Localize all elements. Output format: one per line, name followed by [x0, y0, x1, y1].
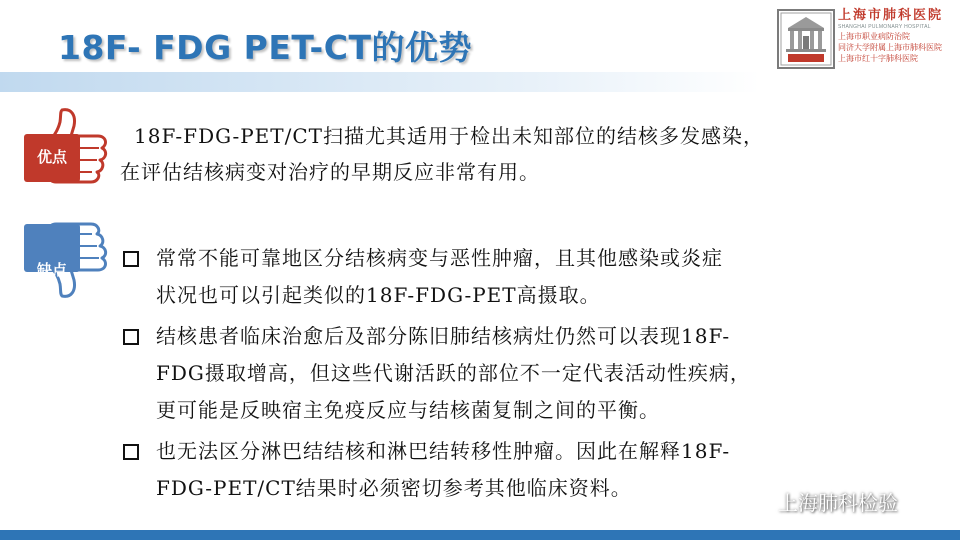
cons-item-2-line-1: 结核患者临床治愈后及部分陈旧肺结核病灶仍然可以表现18F- — [156, 324, 731, 348]
hospital-building-icon — [776, 8, 836, 70]
hospital-logo-text — [838, 9, 956, 66]
title-underline-bar — [0, 72, 760, 92]
hospital-name-cn: 上海市肺科医院 — [838, 8, 944, 23]
cons-item-1 — [120, 240, 900, 314]
cons-list — [120, 240, 900, 511]
hospital-subname-1: 上海市职业病防治院 — [838, 32, 910, 41]
pros-text-line-2: 在评估结核病变对治疗的早期反应非常有用。 — [120, 160, 540, 184]
wechat-icon — [740, 489, 770, 513]
cons-badge-label: 缺点 — [36, 261, 67, 279]
hospital-logo — [776, 8, 956, 74]
watermark — [740, 487, 898, 515]
pros-text — [120, 118, 920, 190]
square-bullet-icon — [123, 251, 139, 267]
pros-text-line-1: 18F-FDG-PET/CT扫描尤其适用于检出未知部位的结核多发感染， — [134, 124, 764, 148]
bottom-bar — [0, 530, 960, 540]
hospital-name-en: SHANGHAI PULMONARY HOSPITAL — [838, 24, 931, 30]
square-bullet-icon — [123, 444, 139, 460]
cons-badge — [14, 220, 110, 300]
cons-item-1-line-1: 常常不能可靠地区分结核病变与恶性肿瘤，且其他感染或炎症 — [156, 246, 723, 270]
cons-item-3-line-1: 也无法区分淋巴结结核和淋巴结转移性肿瘤。因此在解释18F- — [156, 439, 731, 463]
slide-title: 18F- FDG PET-CT的优势 — [58, 28, 472, 67]
cons-item-2-line-2: FDG摄取增高，但这些代谢活跃的部位不一定代表活动性疾病， — [156, 361, 751, 385]
cons-item-1-line-2: 状况也可以引起类似的18F-FDG-PET高摄取。 — [156, 283, 601, 307]
pros-badge-label: 优点 — [36, 148, 67, 166]
hospital-subname-2: 同济大学附属上海市肺科医院 — [838, 43, 942, 52]
cons-item-3-line-2: FDG-PET/CT结果时必须密切参考其他临床资料。 — [156, 476, 632, 500]
square-bullet-icon — [123, 329, 139, 345]
cons-item-2-line-3: 更可能是反映宿主免疫反应与结核菌复制之间的平衡。 — [156, 398, 660, 422]
pros-badge — [14, 106, 110, 186]
hospital-subname-3: 上海市红十字肺科医院 — [838, 54, 918, 63]
watermark-text: 上海肺科检验 — [778, 490, 898, 515]
cons-item-2 — [120, 318, 900, 429]
